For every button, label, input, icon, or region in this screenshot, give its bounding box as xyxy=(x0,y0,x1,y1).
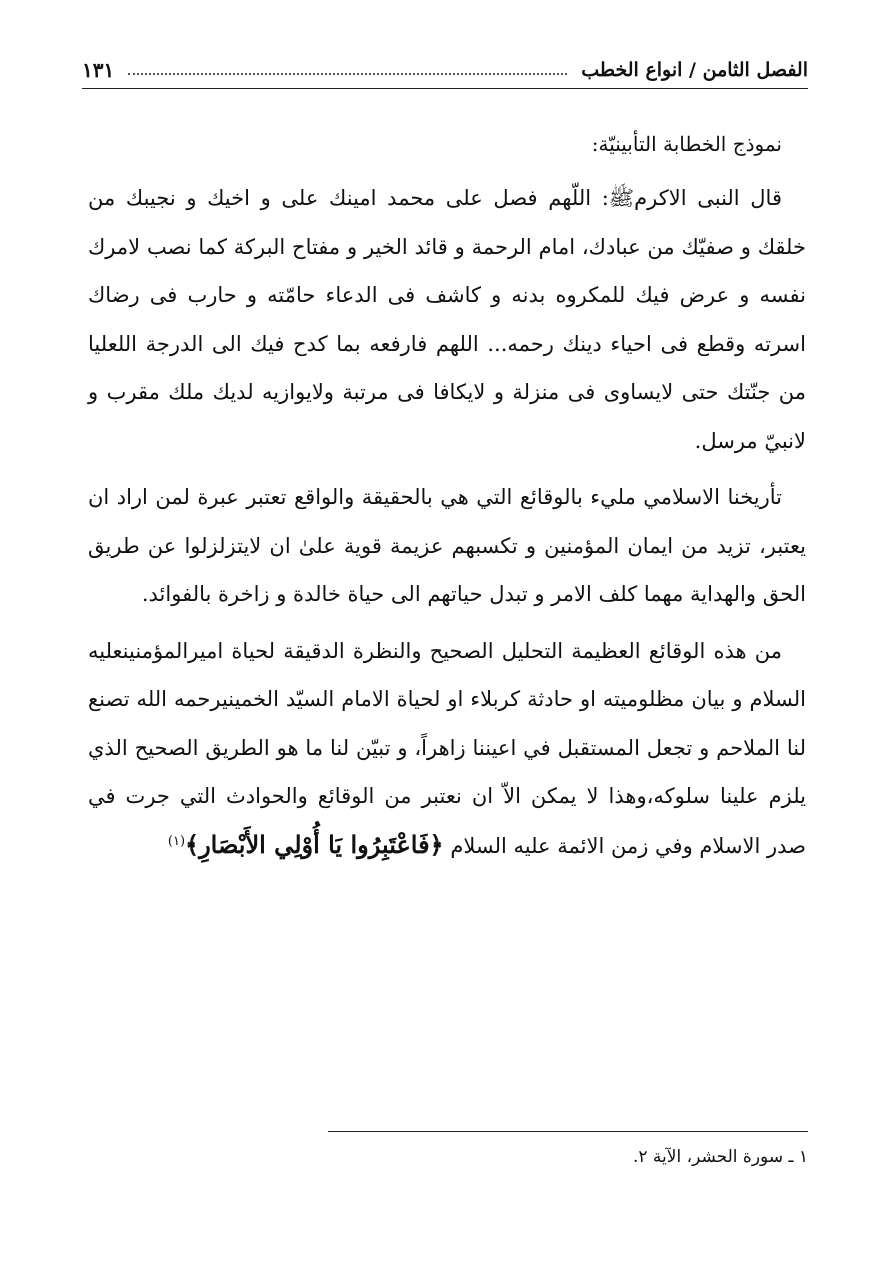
footnote-reference: (١) xyxy=(167,833,186,849)
chapter-title: الفصل الثامن / انواع الخطب xyxy=(581,59,808,81)
page-number: ١٣١ xyxy=(82,58,115,82)
paragraph-3 xyxy=(88,627,806,871)
dotted-leader xyxy=(128,73,567,75)
footnote: ١ ـ سورة الحشر، الآية ٢. xyxy=(632,1147,808,1167)
section-heading: نموذج الخطابة التأبينيّة: xyxy=(591,132,782,156)
paragraph-3-text: من هذه الوقائع العظيمة التحليل الصحيح والنظرة الدقيقة لحياة اميرالمؤمنين‏عليه السلام و بيان مظلوميته او حادثة كربلاء او لحياة الامام السيّد الخميني‏رحمه الله تصنع لنا الملاحم و تجعل المستقبل في اعيننا زاهراً، و تبيّن لنا ما هو الطريق الصحيح الذي يلزم علينا سلوكه،وهذا لا يمكن الاّ ان نعتبر من الوقائع والحوادث التي جرت في صدر الاسلام وفي زمن الائمة عليه السلام xyxy=(88,638,806,858)
paragraph-1: قال النبى الاكرمﷺ: اللّهم فصل على محمد امينك على و اخيك و نجيبك من خلقك و صفيّك من عبادك، امام الرحمة و قائد الخير و مفتاح البركة كما نصب لامرك نفسه و عرض فيك للمكروه بدنه و كاشف فى الدعاء حامّته و حارب فى رضاك اسرته وقطع فى احياء دينك رحمه... اللهم فارفعه بما كدح فيك الى الدرجة اللعليا من جنّتك حتى لايساوى فى منزلة و لايكافا فى مرتبة ولايوازيه لديك ملك مقرب و لانبيّ مرسل. xyxy=(88,186,806,453)
paragraph-2: تأريخنا الاسلامي مليء بالوقائع التي هي بالحقيقة والواقع تعتبر عبرة لمن اراد ان يعتبر، تزيد من ايمان المؤمنين و تكسبهم عزيمة قوية علىٰ ان لايتزلزلوا عن طريق الحق والهداية مهما كلف الامر و تبدل حياتهم الى حياة خالدة و زاخرة بالفوائد. xyxy=(88,485,806,606)
footnote-divider xyxy=(328,1131,808,1132)
page-body xyxy=(88,118,806,870)
running-header xyxy=(82,52,808,89)
quran-verse: ﴿فَاعْتَبِرُوا يَا أُوْلِي الأَبْصَارِ﴾ xyxy=(185,829,444,859)
